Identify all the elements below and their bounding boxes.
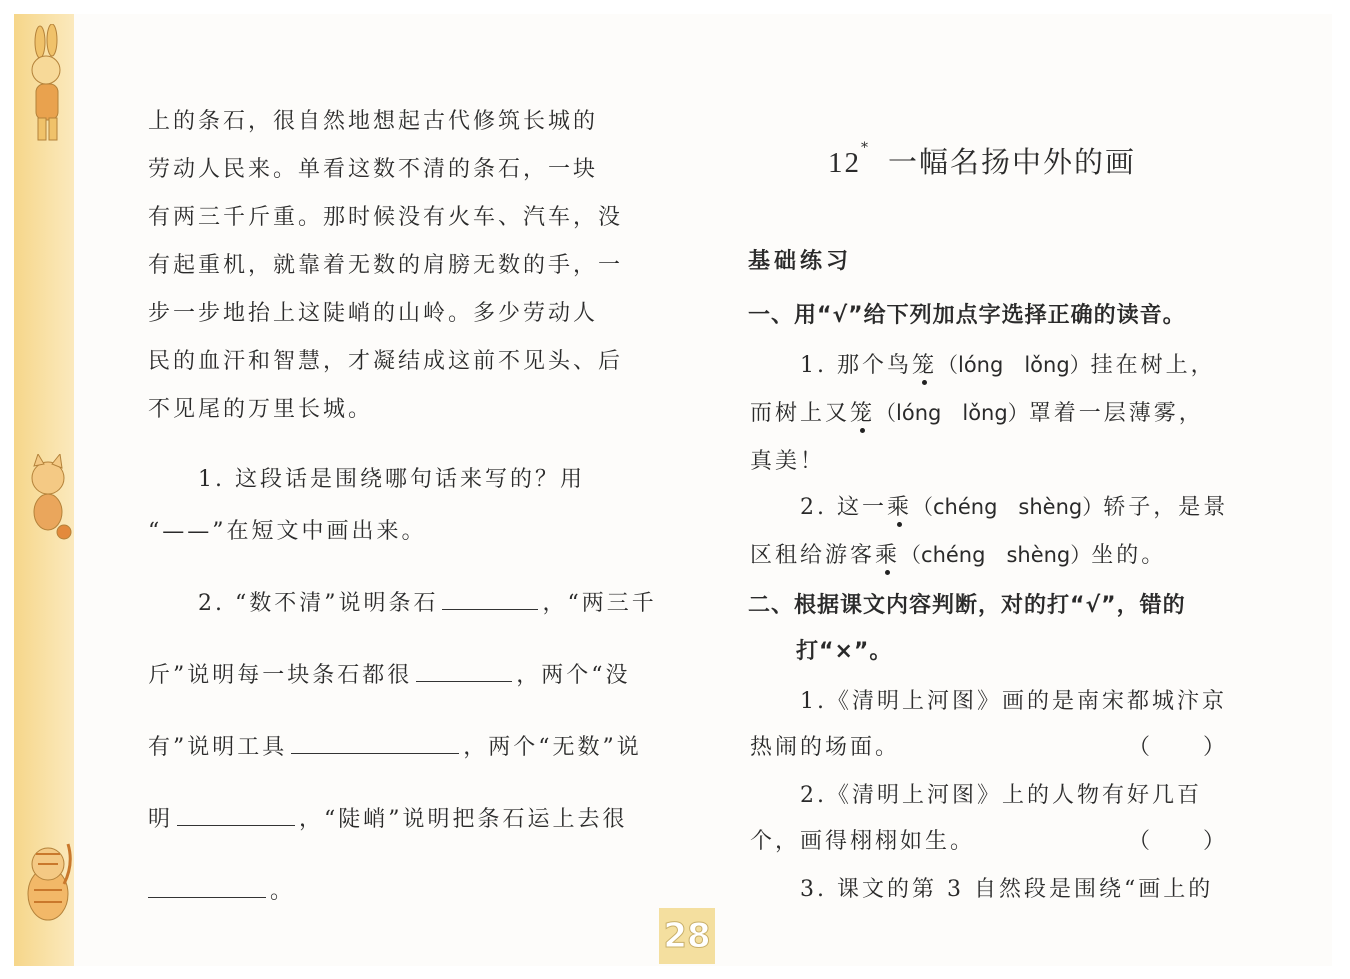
decorative-margin-strip [14,14,74,966]
exercise-2-line: 3. 课文的第 3 自然段是围绕“画上的 [800,877,1214,902]
exercise-1-line [750,538,1166,569]
passage-line: 民的血汗和智慧，才凝结成这前不见头、后 [148,349,624,374]
exercise-1-line [800,348,1216,379]
answer-parentheses[interactable]: （ ） [1127,829,1228,854]
exercise-2-heading: 打“×”。 [796,639,893,664]
answer-blank[interactable] [177,805,295,826]
ex-text: 1. 那个鸟 [800,353,912,378]
q2-text: 斤”说明每一块条石都很 [148,663,413,688]
answer-blank[interactable] [148,877,266,898]
tiger-mascot-icon [18,824,74,934]
ex-text: 区租给游客 [750,543,876,568]
exercise-2-line [750,824,1228,855]
passage-line: 有两三千斤重。那时候没有火车、汽车，没 [148,205,624,230]
lesson-title-text: 一幅名扬中外的画 [888,145,1137,179]
q2-text: 2. “数不清”说明条石 [198,591,439,616]
question-2-line [148,802,628,833]
answer-blank[interactable] [442,589,538,610]
ex-text: 而树上又 [750,401,851,426]
exercise-2-heading: 二、根据课文内容判断，对的打“√”，错的 [748,593,1186,618]
answer-parentheses[interactable]: （ ） [1127,735,1228,760]
exercise-1-line: 真美！ [750,449,826,474]
pinyin-options[interactable]: （lóng lǒng） [937,353,1091,377]
ex-text: 2. 这一 [800,495,887,520]
pinyin-options[interactable]: （chéng shèng） [900,543,1092,567]
pinyin-options[interactable]: （lóng lǒng） [875,401,1029,425]
exercise-1-line [750,396,1204,427]
ex-text: 热闹的场面。 [750,735,901,760]
ex-text: 罩着一层薄雾， [1028,401,1204,426]
q2-text: 明 [148,807,174,832]
exercise-1-heading: 一、用“√”给下列加点字选择正确的读音。 [748,303,1186,328]
section-heading: 基础练习 [748,249,853,274]
question-1-line: “——”在短文中画出来。 [148,519,427,544]
ex-text: 个，画得栩栩如生。 [750,829,976,854]
lesson-title [828,140,1136,181]
ex-text: 轿子，是景 [1103,495,1229,520]
passage-line: 劳动人民来。单看这数不清的条石，一块 [148,157,599,182]
question-2-line [148,730,642,761]
optional-lesson-mark: * [861,140,870,156]
dotted-char: 乘 [887,490,912,521]
page-number: 28 [659,908,715,964]
exercise-2-line: 2.《清明上河图》上的人物有好几百 [800,783,1202,808]
q2-text: ，“两三千 [542,591,657,616]
passage-line: 不见尾的万里长城。 [148,397,374,422]
exercise-2-line [750,730,1228,761]
question-2-line [198,586,657,617]
passage-line: 有起重机，就靠着无数的肩膀无数的手，一 [148,253,624,278]
cat-mascot-icon [18,454,74,544]
answer-blank[interactable] [291,733,459,754]
q2-text: 。 [270,879,296,904]
rabbit-mascot-icon [18,24,74,154]
dotted-char: 乘 [875,538,900,569]
question-2-line [148,658,631,689]
passage-line: 步一步地抬上这陡峭的山岭。多少劳动人 [148,301,599,326]
dotted-char: 笼 [850,396,875,427]
q2-text: ，两个“没 [516,663,631,688]
dotted-char: 笼 [912,348,937,379]
pinyin-options[interactable]: （chéng shèng） [912,495,1104,519]
question-1-line: 1. 这段话是围绕哪句话来写的？用 [198,467,585,492]
q2-text: ，两个“无数”说 [463,735,642,760]
ex-text: 挂在树上， [1090,353,1216,378]
exercise-2-line: 1.《清明上河图》画的是南宋都城汴京 [800,689,1227,714]
q2-text: 有”说明工具 [148,735,288,760]
answer-blank[interactable] [416,661,512,682]
question-2-line [148,874,295,905]
exercise-1-line [800,490,1228,521]
q2-text: ，“陡峭”说明把条石运上去很 [299,807,628,832]
lesson-number: 12 [828,147,861,179]
passage-line: 上的条石，很自然地想起古代修筑长城的 [148,109,599,134]
ex-text: 坐的。 [1091,543,1167,568]
